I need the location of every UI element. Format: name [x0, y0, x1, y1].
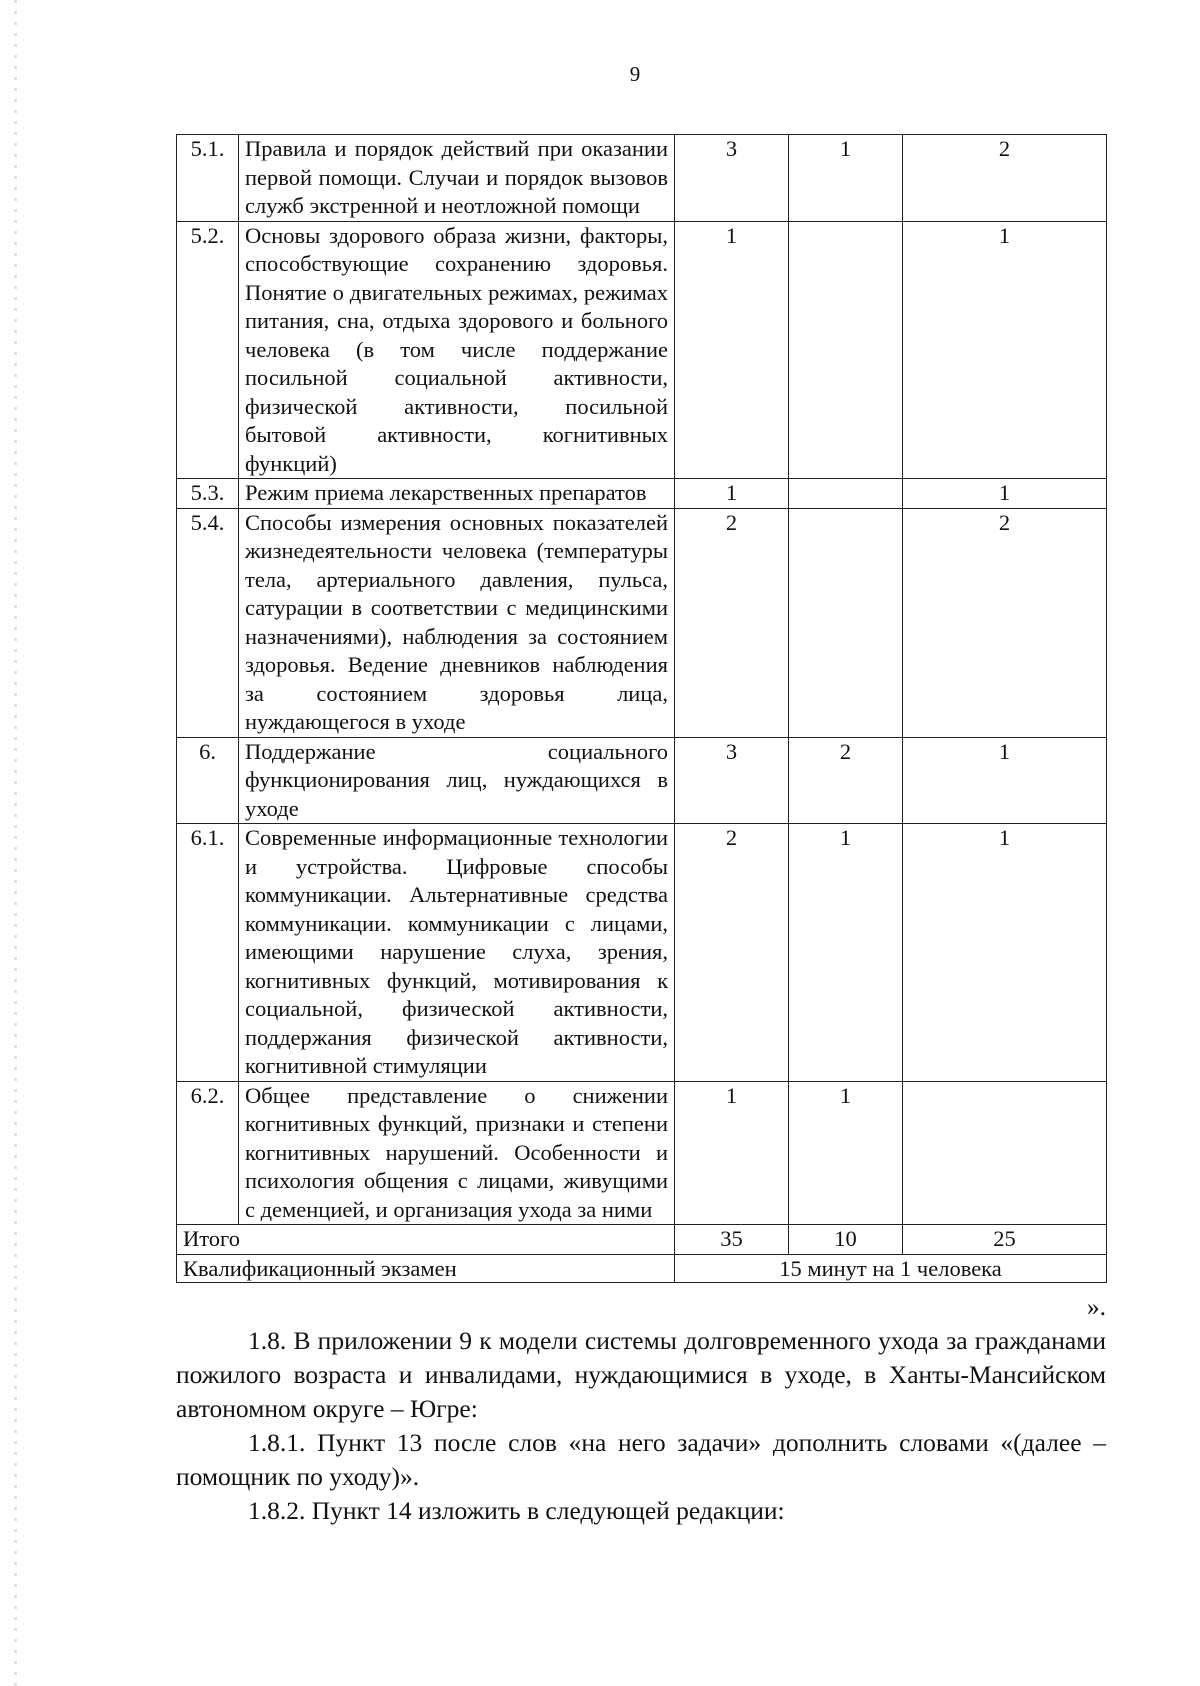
- row-total-hours: 1: [675, 1081, 789, 1225]
- row-number: 5.2.: [177, 221, 239, 479]
- row-number: 6.: [177, 737, 239, 824]
- table-row: [177, 824, 1107, 1082]
- exam-row: [177, 1255, 1107, 1283]
- row-topic: Способы измерения основных показателей жизнедеятельности человека (температуры тела, артериального давления, пульса, сатурации в соответствии с медицинскими назначениями), наблюдения за состоянием здоровья. Ведение дневников наблюдения за состоянием здоровья лица, нуждающегося в уходе: [239, 508, 675, 737]
- row-practice-hours: 2: [903, 508, 1107, 737]
- row-theory-hours: [789, 479, 903, 509]
- row-practice-hours: 1: [903, 737, 1107, 824]
- row-number: 5.3.: [177, 479, 239, 509]
- curriculum-table: [176, 134, 1107, 1283]
- row-theory-hours: 1: [789, 824, 903, 1082]
- row-topic: Режим приема лекарственных препаратов: [239, 479, 675, 509]
- row-topic: Основы здорового образа жизни, факторы, способствующие сохранению здоровья. Понятие о двигательных режимах, режимах питания, сна, отдыха здорового и больного человека (в том числе поддержание посильной социальной активности, физической активности, посильной бытовой активности, когнитивных функций): [239, 221, 675, 479]
- exam-label: Квалификационный экзамен: [177, 1255, 675, 1283]
- row-topic: Современные информационные технологии и устройства. Цифровые способы коммуникации. Альтернативные средства коммуникации. коммуникации с лицами, имеющими нарушение слуха, зрения, когнитивных функций, мотивирования к социальной, физической активности, поддержания физической активности, когнитивной стимуляции: [239, 824, 675, 1082]
- amendment-text: [176, 1324, 1106, 1528]
- table-row: [177, 135, 1107, 222]
- row-practice-hours: [903, 1081, 1107, 1225]
- row-total-hours: 3: [675, 737, 789, 824]
- paragraph: 1.8. В приложении 9 к модели системы долговременного ухода за гражданами пожилого возраста и инвалидами, нуждающимися в уходе, в Ханты-Мансийском автономном округе – Югре:: [176, 1326, 1106, 1423]
- scan-edge-artifact: [14, 0, 17, 1686]
- row-theory-hours: [789, 221, 903, 479]
- row-topic: Поддержание социального функционирования лиц, нуждающихся в уходе: [239, 737, 675, 824]
- table-row: [177, 508, 1107, 737]
- summary-total-hours: 35: [675, 1225, 789, 1255]
- row-theory-hours: [789, 508, 903, 737]
- row-practice-hours: 1: [903, 221, 1107, 479]
- paragraph: 1.8.1. Пункт 13 после слов «на него задачи» дополнить словами «(далее – помощник по уходу)».: [176, 1428, 1106, 1491]
- row-theory-hours: 1: [789, 1081, 903, 1225]
- row-total-hours: 3: [675, 135, 789, 222]
- summary-practice-hours: 25: [903, 1225, 1107, 1255]
- table-row: [177, 1081, 1107, 1225]
- paragraph: 1.8.2. Пункт 14 изложить в следующей редакции:: [248, 1496, 785, 1525]
- row-number: 6.2.: [177, 1081, 239, 1225]
- row-topic: Правила и порядок действий при оказании первой помощи. Случаи и порядок вызовов служб экстренной и неотложной помощи: [239, 135, 675, 222]
- table-row: [177, 479, 1107, 509]
- row-number: 6.1.: [177, 824, 239, 1082]
- row-theory-hours: 2: [789, 737, 903, 824]
- row-practice-hours: 1: [903, 824, 1107, 1082]
- table-row: [177, 221, 1107, 479]
- exam-duration: 15 минут на 1 человека: [675, 1255, 1107, 1283]
- row-total-hours: 1: [675, 479, 789, 509]
- row-number: 5.4.: [177, 508, 239, 737]
- closing-quote: ».: [1086, 1292, 1106, 1321]
- row-total-hours: 2: [675, 508, 789, 737]
- row-total-hours: 2: [675, 824, 789, 1082]
- summary-theory-hours: 10: [789, 1225, 903, 1255]
- summary-row: [177, 1225, 1107, 1255]
- row-total-hours: 1: [675, 221, 789, 479]
- summary-label: Итого: [177, 1225, 675, 1255]
- table-row: [177, 737, 1107, 824]
- row-practice-hours: 2: [903, 135, 1107, 222]
- row-number: 5.1.: [177, 135, 239, 222]
- row-theory-hours: 1: [789, 135, 903, 222]
- row-practice-hours: 1: [903, 479, 1107, 509]
- page-number: 9: [629, 62, 641, 86]
- row-topic: Общее представление о снижении когнитивных функций, признаки и степени когнитивных нарушений. Особенности и психология общения с лицами, живущими с деменцией, и организация ухода за ними: [239, 1081, 675, 1225]
